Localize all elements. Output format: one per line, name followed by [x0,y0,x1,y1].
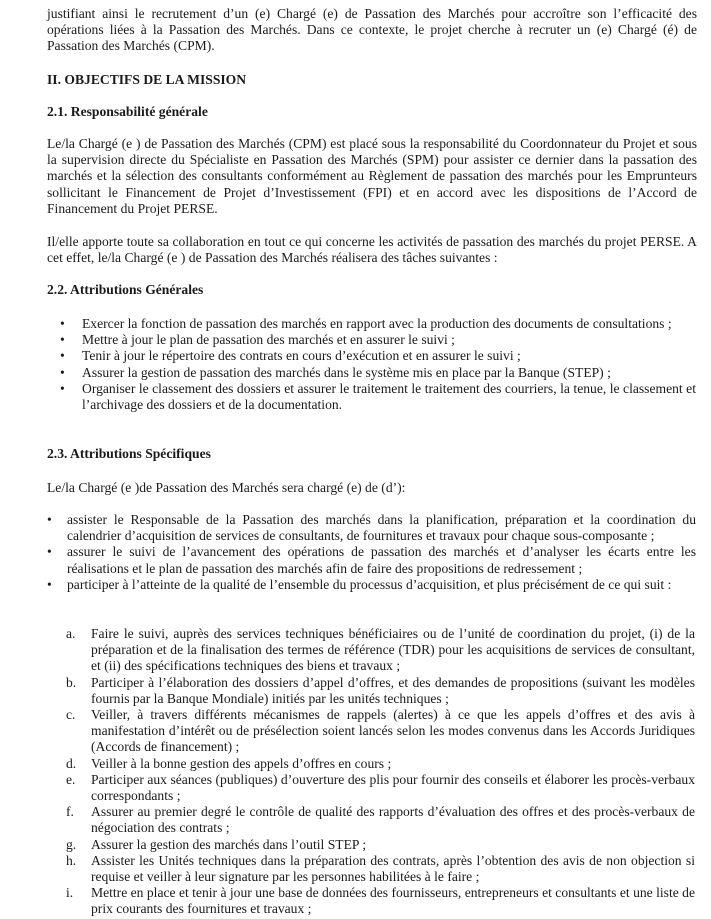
section-heading-objectifs: II. OBJECTIFS DE LA MISSION [47,72,247,87]
list-item [60,365,696,381]
list-item-text: Veiller à la bonne gestion des appels d’offres en cours ; [91,755,392,771]
list-marker: c. [66,707,76,723]
list-item [60,381,696,413]
list-item-text: Mettre à jour le plan de passation des marchés et en assurer le suivi ; [82,332,455,348]
list-item [60,332,696,348]
sub-tasks-list [66,626,695,918]
list-item-text: Assurer au premier degré le contrôle de qualité des rapports d’évaluation des offres et des procès-verbaux de négociation des contrats ; [91,804,695,836]
list-marker: e. [66,771,76,787]
list-item-text: Veiller, à travers différents mécanismes de rappels (alertes) à ce que les appels d’offres et des avis à manifestation d’intérêt ou de présélection soient lancés selon les modes convenus dans les Accords Juridiques (Accords de financement) ; [91,707,695,755]
list-item-text: assurer le suivi de l’avancement des opérations de passation des marchés et d’analyser les écarts entre les réalisations et le plan de passation des marchés afin de faire des propositions de redressement ; [67,544,696,576]
list-marker: d. [66,755,77,771]
list-item-text: Faire le suivi, auprès des services techniques bénéficiaires ou de l’unité de coordination du projet, (i) de la préparation et de la finalisation des termes de référence (TDR) pour les acquisitions de services de consultant, et (ii) des spécifications techniques des biens et travaux ; [91,626,695,674]
list-item [66,626,695,675]
responsabilite-paragraph-2: Il/elle apporte toute sa collaboration en tout ce qui concerne les activités de passation des marchés du projet PERSE. A cet effet, le/la Chargé (e ) de Passation des Marchés réalisera des tâches suivantes : [47,234,697,266]
list-item-text: assister le Responsable de la Passation des marchés dans la planification, préparation et la coordination du calendrier d’acquisition de services de consultants, de fournitures et travaux pour chaque sous-composante ; [67,512,696,544]
list-item [66,837,695,853]
list-item-text: Participer aux séances (publiques) d’ouverture des plis pour fournir des conseils et élaborer les procès-verbaux correspondants ; [91,771,695,804]
bullet-marker: • [60,380,65,396]
list-item-text: Organiser le classement des dossiers et assurer le traitement le traitement des courriers, la tenue, le classement et l’archivage des dossiers et de la documentation. [82,380,696,413]
list-marker: g. [66,836,77,852]
responsabilite-paragraph-1: Le/la Chargé (e ) de Passation des Marchés (CPM) est placé sous la responsabilité du Coordonnateur du Projet et sous la supervision directe du Spécialiste en Passation des Marchés (SPM) pour assister ce dernier dans la passation des marchés et la sélection des consultants conformément au Règlement de passation des marchés pour les Emprunteurs sollicitant le Financement de Projet d’Investissement (FPI) et en accord avec les dispositions de l’Accord de Financement du Projet PERSE. [47,136,697,216]
list-item-text: Mettre en place et tenir à jour une base de données des fournisseurs, entrepreneurs et consultants et une liste de prix courants des fournitures et travaux ; [91,885,695,917]
list-item [66,804,695,836]
subsection-heading-attributions-specifiques: 2.3. Attributions Spécifiques [47,446,211,461]
attributions-specifiques-intro: Le/la Chargé (e )de Passation des Marchés sera chargé (e) de (d’): [47,480,406,495]
attributions-specifiques-list [47,512,696,593]
list-marker: b. [66,674,77,690]
bullet-marker: • [47,576,52,592]
bullet-marker: • [60,316,65,331]
list-item [47,577,696,593]
bullet-marker: • [47,512,52,527]
list-item [47,544,696,576]
intro-paragraph: justifiant ainsi le recrutement d’un (e) Chargé (e) de Passation des Marchés pour accroître son l’efficacité des opérations liées à la Passation des Marchés. Dans ce contexte, le projet cherche à recruter un (e) Chargé (é) de Passation des Marchés (CPM). [47,6,697,54]
list-item [66,675,695,707]
list-item [66,772,695,804]
list-item-text: Exercer la fonction de passation des marchés en rapport avec la production des documents de consultations ; [82,316,672,331]
list-marker: h. [66,852,77,868]
list-item [60,316,696,332]
list-item-text: Assister les Unités techniques dans la préparation des contrats, après l’obtention des avis de non objection si requise et veiller à leur signature par les personnes habilitées à le faire ; [91,852,695,885]
bullet-marker: • [60,332,65,348]
list-marker: i. [66,885,74,901]
bullet-marker: • [60,348,65,364]
list-marker: a. [66,626,76,641]
attributions-generales-list [60,316,696,413]
subsection-heading-responsabilite: 2.1. Responsabilité générale [47,104,208,119]
list-item [66,853,695,885]
subsection-heading-attributions-generales: 2.2. Attributions Générales [47,282,204,297]
list-item-text: participer à l’atteinte de la qualité de l’ensemble du processus d’acquisition, et plus précisément de ce qui suit : [67,576,672,592]
list-item-text: Assurer la gestion des marchés dans l’outil STEP ; [91,836,367,852]
list-marker: f. [66,804,74,820]
list-item [66,885,695,917]
bullet-marker: • [60,364,65,380]
list-item-text: Tenir à jour le répertoire des contrats en cours d’exécution et en assurer le suivi ; [82,348,521,364]
list-item-text: Assurer la gestion de passation des marchés dans le système mis en place par la Banque (STEP) ; [82,364,611,380]
list-item [66,707,695,756]
list-item [47,512,696,544]
list-item-text: Participer à l’élaboration des dossiers d’appel d’offres, et des demandes de propositions (suivant les modèles fournis par la Banque Mondiale) initiés par les unités techniques ; [91,674,695,706]
list-item [60,348,696,364]
list-item [66,756,695,772]
bullet-marker: • [47,544,52,560]
